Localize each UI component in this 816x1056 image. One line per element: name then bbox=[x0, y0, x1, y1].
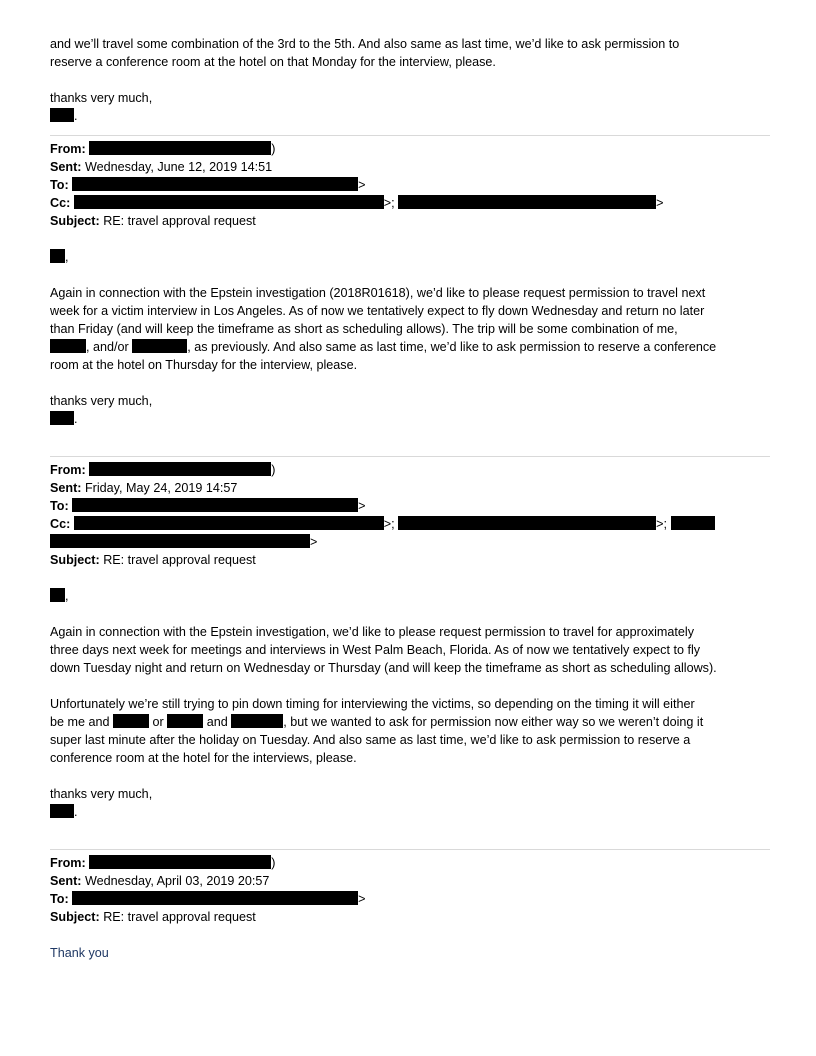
redaction-block bbox=[113, 714, 149, 728]
body-line: than Friday (and will keep the timeframe as short as scheduling allows). The trip will be some combination of me, bbox=[50, 322, 678, 336]
to-line: To: > bbox=[50, 892, 366, 906]
body-line: Again in connection with the Epstein investigation (2018R01618), we’d like to please request permission to travel next bbox=[50, 286, 706, 300]
subject-line: Subject: RE: travel approval request bbox=[50, 910, 256, 924]
signature: . bbox=[50, 410, 770, 428]
from-line: From: ) bbox=[50, 856, 276, 870]
to-line: To: > bbox=[50, 178, 366, 192]
cc-line: Cc: >; >; bbox=[50, 515, 770, 533]
sent-date: Friday, May 24, 2019 14:57 bbox=[84, 481, 238, 495]
email-document bbox=[50, 35, 770, 962]
subject-text: RE: travel approval request bbox=[103, 553, 256, 567]
body-line: Again in connection with the Epstein investigation, we’d like to please request permission to travel for approximately bbox=[50, 625, 695, 639]
body-line: room at the hotel on Thursday for the interview, please. bbox=[50, 358, 358, 372]
redaction-block bbox=[74, 195, 384, 209]
body-line: and we’ll travel some combination of the 3rd to the 5th. And also same as last time, we’d like to ask permission to bbox=[50, 37, 680, 51]
signoff: thanks very much, bbox=[50, 787, 153, 801]
body-line: be me and or and , but we wanted to ask for permission now either way so we weren’t doing it bbox=[50, 715, 704, 729]
to-line: To: > bbox=[50, 499, 366, 513]
body-line: super last minute after the holiday on Tuesday. And also same as last time, we’d like to ask permission to reserve a bbox=[50, 733, 691, 747]
redaction-block bbox=[50, 249, 65, 263]
sent-date: Wednesday, April 03, 2019 20:57 bbox=[84, 874, 270, 888]
redaction-block bbox=[89, 855, 271, 869]
subject-line: Subject: RE: travel approval request bbox=[50, 214, 256, 228]
redaction-block bbox=[231, 714, 283, 728]
redaction-block bbox=[89, 462, 271, 476]
redaction-block bbox=[50, 588, 65, 602]
body-line: reserve a conference room at the hotel on that Monday for the interview, please. bbox=[50, 55, 496, 69]
sent-line: Sent: Wednesday, June 12, 2019 14:51 bbox=[50, 160, 273, 174]
sent-line: Sent: Wednesday, April 03, 2019 20:57 bbox=[50, 874, 270, 888]
cc-line-continued: > bbox=[50, 533, 770, 551]
redaction-block bbox=[132, 339, 187, 353]
reply-text: Thank you bbox=[50, 946, 109, 960]
redaction-block bbox=[74, 516, 384, 530]
subject-text: RE: travel approval request bbox=[103, 910, 256, 924]
redaction-block bbox=[50, 804, 74, 818]
redaction-block bbox=[398, 195, 656, 209]
body-line: Unfortunately we’re still trying to pin down timing for interviewing the victims, so depending on the timing it will either bbox=[50, 697, 695, 711]
redaction-block bbox=[72, 177, 358, 191]
from-line: From: ) bbox=[50, 142, 276, 156]
body-line: three days next week for meetings and interviews in West Palm Beach, Florida. As of now we tentatively expect to fly bbox=[50, 643, 701, 657]
redaction-block bbox=[50, 534, 310, 548]
body-line: down Tuesday night and return on Wednesday or Thursday (and will keep the timeframe as short as scheduling allows). bbox=[50, 661, 717, 675]
redaction-block bbox=[72, 498, 358, 512]
redaction-block bbox=[50, 411, 74, 425]
from-line: From: ) bbox=[50, 463, 276, 477]
redaction-block bbox=[671, 516, 715, 530]
redaction-block bbox=[398, 516, 656, 530]
redaction-block bbox=[72, 891, 358, 905]
sent-line: Sent: Friday, May 24, 2019 14:57 bbox=[50, 481, 238, 495]
sent-date: Wednesday, June 12, 2019 14:51 bbox=[84, 160, 273, 174]
greeting: , bbox=[50, 587, 770, 605]
signature: . bbox=[50, 803, 770, 821]
signoff: thanks very much, bbox=[50, 91, 153, 105]
redaction-block bbox=[50, 108, 74, 122]
greeting: , bbox=[50, 248, 770, 266]
body-line: week for a victim interview in Los Angeles. As of now we tentatively expect to fly down Wednesday and return no later bbox=[50, 304, 705, 318]
signoff: thanks very much, bbox=[50, 394, 153, 408]
body-line: , and/or , as previously. And also same as last time, we’d like to ask permission to reserve a conference bbox=[50, 338, 770, 356]
cc-line: Cc: >; > bbox=[50, 196, 664, 210]
subject-line: Subject: RE: travel approval request bbox=[50, 553, 256, 567]
redaction-block bbox=[167, 714, 203, 728]
body-line: conference room at the hotel for the interviews, please. bbox=[50, 751, 357, 765]
redaction-block bbox=[89, 141, 271, 155]
signature: . bbox=[50, 107, 770, 125]
redaction-block bbox=[50, 339, 86, 353]
subject-text: RE: travel approval request bbox=[103, 214, 256, 228]
